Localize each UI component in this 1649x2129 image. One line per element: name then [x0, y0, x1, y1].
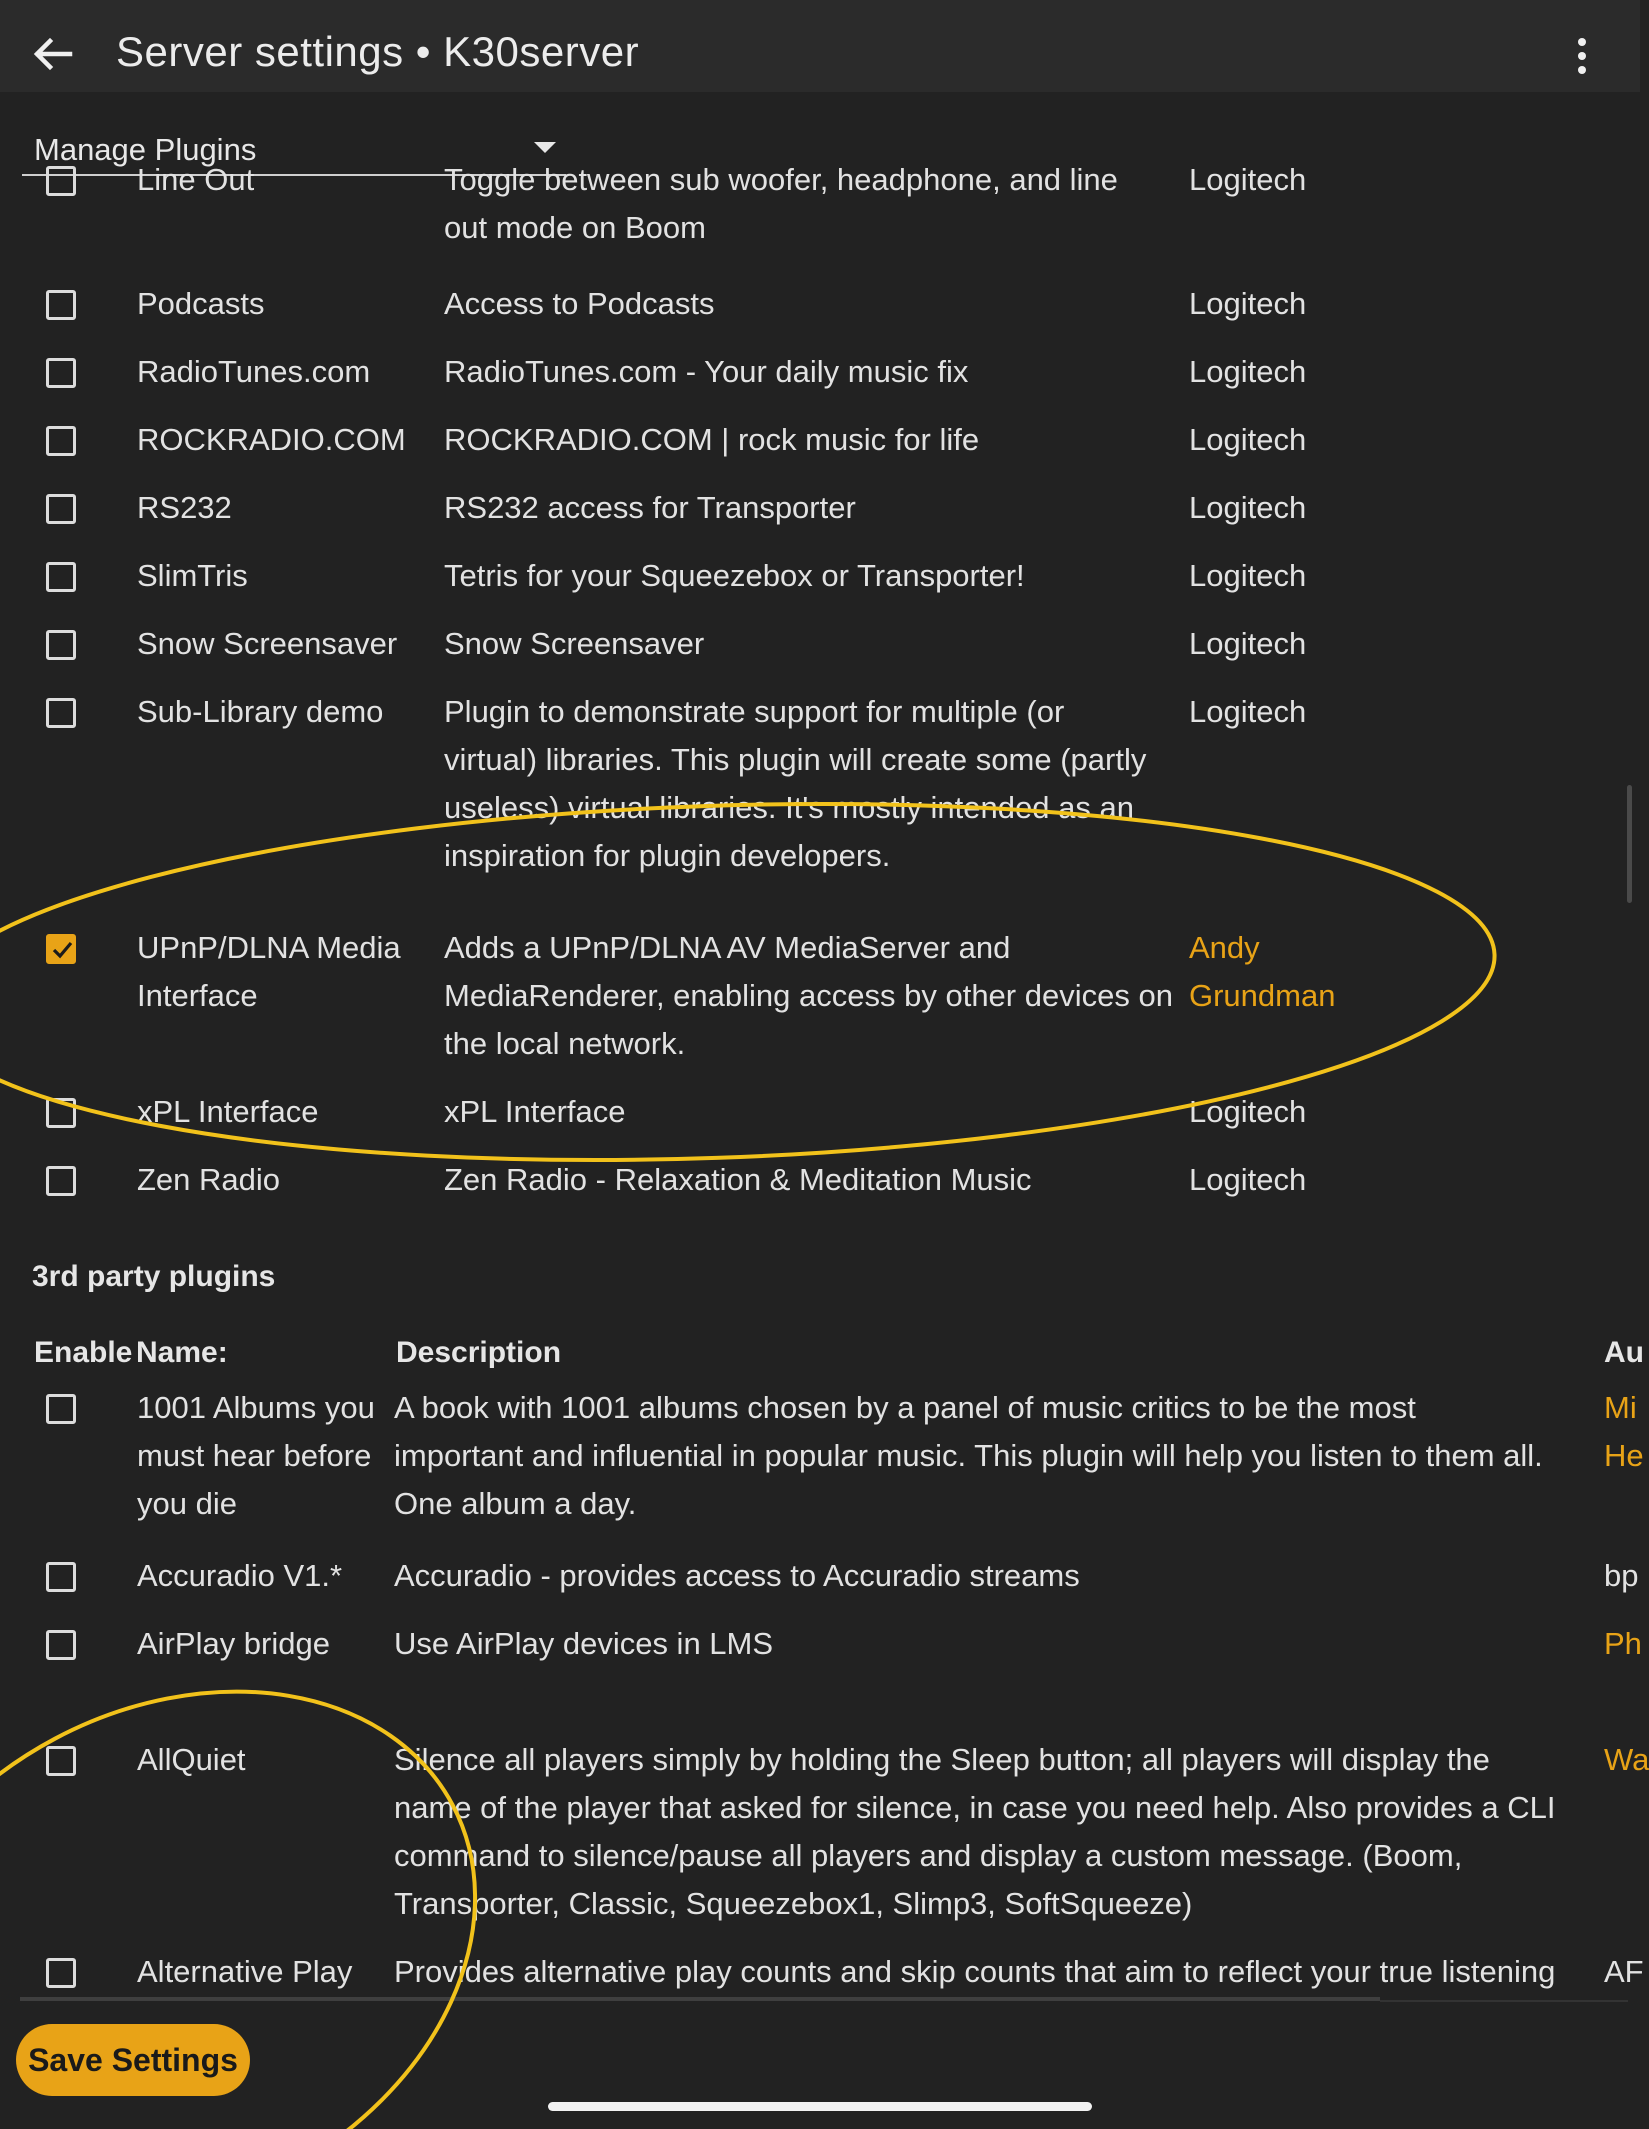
text-line: Transporter, Classic, Squeezebox1, Slimp3, SoftSqueeze): [394, 1886, 1193, 1921]
plugin-name: RS232: [137, 490, 232, 525]
column-header-name: Name:: [136, 1336, 228, 1369]
text-line: useless) virtual libraries. It's mostly intended as an: [444, 790, 1134, 825]
arrow-left-icon: [26, 28, 78, 80]
plugin-author: [1189, 1088, 1306, 1136]
text-line: Logitech: [1189, 286, 1307, 321]
text-line: Andy: [1189, 930, 1260, 965]
plugin-name: Sub-Library demo: [137, 694, 384, 729]
enable-checkbox[interactable]: [46, 1958, 76, 1988]
text-line: RadioTunes.com - Your daily music fix: [444, 354, 969, 389]
enable-checkbox[interactable]: [46, 290, 76, 320]
enable-checkbox[interactable]: [46, 1746, 76, 1776]
plugin-description: [444, 552, 1025, 600]
text-line: inspiration for plugin developers.: [444, 838, 891, 873]
more-menu-button[interactable]: [1560, 34, 1604, 78]
plugin-description: [394, 1620, 773, 1668]
text-line: A book with 1001 albums chosen by a panel of music critics to be the most: [394, 1390, 1416, 1425]
text-line: Logitech: [1189, 558, 1307, 593]
text-line: ROCKRADIO.COM | rock music for life: [444, 422, 980, 457]
vertical-scrollbar[interactable]: [1627, 785, 1632, 903]
app-bar: [0, 0, 1640, 92]
horizontal-scrollbar[interactable]: [20, 1997, 1380, 2001]
plugin-name: [137, 1552, 342, 1600]
plugin-name: Snow Screensaver: [137, 626, 398, 661]
text-line: Mi: [1604, 1390, 1637, 1425]
enable-checkbox[interactable]: [46, 358, 76, 388]
enable-checkbox[interactable]: [46, 562, 76, 592]
plugin-author: [1189, 552, 1306, 600]
enable-checkbox[interactable]: [46, 1098, 76, 1128]
text-line: Logitech: [1189, 694, 1307, 729]
text-line: Alternative Play: [137, 1954, 353, 1989]
chevron-down-icon: [534, 142, 556, 153]
column-header-author: Au: [1604, 1336, 1644, 1369]
plugin-author[interactable]: [1604, 1620, 1640, 1668]
plugin-description: [444, 924, 1173, 1068]
enable-checkbox[interactable]: [46, 1630, 76, 1660]
plugin-author: [1189, 348, 1306, 396]
text-line: Logitech: [1189, 422, 1307, 457]
plugin-name: RadioTunes.com: [137, 354, 371, 389]
plugin-author: [1604, 1552, 1640, 1600]
plugin-name: [137, 1736, 246, 1784]
page-title: Server settings • K30server: [116, 28, 640, 75]
plugin-description: [394, 1384, 1543, 1528]
plugin-name: [137, 924, 401, 1020]
text-line: command to silence/pause all players and display a custom message. (Boom,: [394, 1838, 1463, 1873]
text-line: Use AirPlay devices in LMS: [394, 1626, 774, 1661]
text-line: Tetris for your Squeezebox or Transporter!: [444, 558, 1025, 593]
enable-checkbox[interactable]: [46, 426, 76, 456]
text-line: important and influential in popular music. This plugin will help you listen to them all.: [394, 1438, 1543, 1473]
plugin-name: ROCKRADIO.COM: [137, 422, 406, 457]
text-line: Toggle between sub woofer, headphone, and line: [444, 162, 1118, 197]
text-line: Logitech: [1189, 1094, 1307, 1129]
text-line: Logitech: [1189, 162, 1307, 197]
plugin-description: [444, 688, 1146, 880]
plugin-author: [1189, 416, 1306, 464]
text-line: Ph: [1604, 1626, 1642, 1661]
text-line: must hear before: [137, 1438, 372, 1473]
column-header-enable: Enable: [34, 1336, 133, 1369]
plugin-description: [444, 348, 968, 396]
plugin-description: [394, 1552, 1080, 1600]
enable-checkbox[interactable]: [46, 1562, 76, 1592]
text-line: AF: [1604, 1954, 1644, 1989]
text-line: virtual) libraries. This plugin will create some (partly: [444, 742, 1147, 777]
plugin-author: [1189, 484, 1306, 532]
text-line: Zen Radio - Relaxation & Meditation Music: [444, 1162, 1032, 1197]
plugin-author[interactable]: [1604, 1736, 1649, 1784]
plugin-name: Podcasts: [137, 286, 265, 321]
enable-checkbox[interactable]: [46, 1166, 76, 1196]
enable-checkbox[interactable]: [46, 934, 76, 964]
text-line: MediaRenderer, enabling access by other devices on: [444, 978, 1173, 1013]
text-line: you die: [137, 1486, 237, 1521]
plugin-name: SlimTris: [137, 558, 248, 593]
text-line: out mode on Boom: [444, 210, 706, 245]
text-line: Silence all players simply by holding the Sleep button; all players will display the: [394, 1742, 1490, 1777]
plugin-author: [1189, 156, 1306, 204]
enable-checkbox[interactable]: [46, 494, 76, 524]
save-settings-button[interactable]: Save Settings: [16, 2024, 250, 2096]
plugin-list[interactable]: [0, 162, 1649, 1998]
text-line: Snow Screensaver: [444, 626, 705, 661]
enable-checkbox[interactable]: [46, 630, 76, 660]
text-line: Logitech: [1189, 354, 1307, 389]
plugin-description: [444, 1156, 1032, 1204]
more-vertical-icon: [1560, 34, 1604, 78]
text-line: Logitech: [1189, 626, 1307, 661]
enable-checkbox[interactable]: [46, 698, 76, 728]
plugin-description: [394, 1736, 1555, 1928]
text-line: Provides alternative play counts and skip counts that aim to reflect your true listening: [394, 1954, 1556, 1989]
text-line: bp: [1604, 1558, 1639, 1593]
plugin-description: [444, 280, 715, 328]
check-icon: [50, 938, 74, 962]
text-line: UPnP/DLNA Media: [137, 930, 401, 965]
plugin-description: [444, 156, 1118, 252]
text-line: Logitech: [1189, 490, 1307, 525]
plugin-author: [1604, 1948, 1644, 1996]
text-line: Accuradio V1.*: [137, 1558, 343, 1593]
plugin-name: [137, 1384, 375, 1528]
plugin-author: [1189, 620, 1306, 668]
home-indicator: [548, 2102, 1092, 2111]
plugin-name: [137, 1620, 330, 1668]
text-line: 1001 Albums you: [137, 1390, 375, 1425]
text-line: RS232 access for Transporter: [444, 490, 856, 525]
plugin-name: Zen Radio: [137, 1162, 281, 1197]
text-line: Wa: [1604, 1742, 1649, 1777]
text-line: the local network.: [444, 1026, 686, 1061]
text-line: Accuradio - provides access to Accuradio streams: [394, 1558, 1080, 1593]
text-line: One album a day.: [394, 1486, 637, 1521]
enable-checkbox[interactable]: [46, 1394, 76, 1424]
text-line: He: [1604, 1438, 1644, 1473]
text-line: Plugin to demonstrate support for multiple (or: [444, 694, 1065, 729]
select-value: Manage Plugins: [34, 132, 257, 167]
text-line: Adds a UPnP/DLNA AV MediaServer and: [444, 930, 1011, 965]
plugin-description: [444, 416, 979, 464]
enable-checkbox[interactable]: [46, 166, 76, 196]
plugin-name: xPL Interface: [137, 1094, 319, 1129]
plugin-author[interactable]: [1604, 1384, 1644, 1480]
text-line: AllQuiet: [137, 1742, 246, 1777]
column-header-description: Description: [396, 1336, 562, 1369]
text-line: Logitech: [1189, 1162, 1307, 1197]
plugin-description: [444, 620, 704, 668]
horizontal-scroll-track: [1380, 2000, 1628, 2002]
back-button[interactable]: [26, 28, 78, 80]
text-line: Interface: [137, 978, 258, 1013]
text-line: name of the player that asked for silence, in case you need help. Also provides a CLI: [394, 1790, 1556, 1825]
plugin-author[interactable]: [1189, 924, 1335, 1020]
plugin-name: Line Out: [137, 162, 255, 197]
text-line: Grundman: [1189, 978, 1336, 1013]
plugin-author: [1189, 688, 1306, 736]
text-line: AirPlay bridge: [137, 1626, 330, 1661]
plugin-description: [444, 484, 856, 532]
plugin-author: [1189, 1156, 1306, 1204]
plugin-description: [444, 1088, 626, 1136]
plugin-author: [1189, 280, 1306, 328]
text-line: Access to Podcasts: [444, 286, 715, 321]
text-line: xPL Interface: [444, 1094, 626, 1129]
third-party-section-title: 3rd party plugins: [32, 1260, 276, 1293]
